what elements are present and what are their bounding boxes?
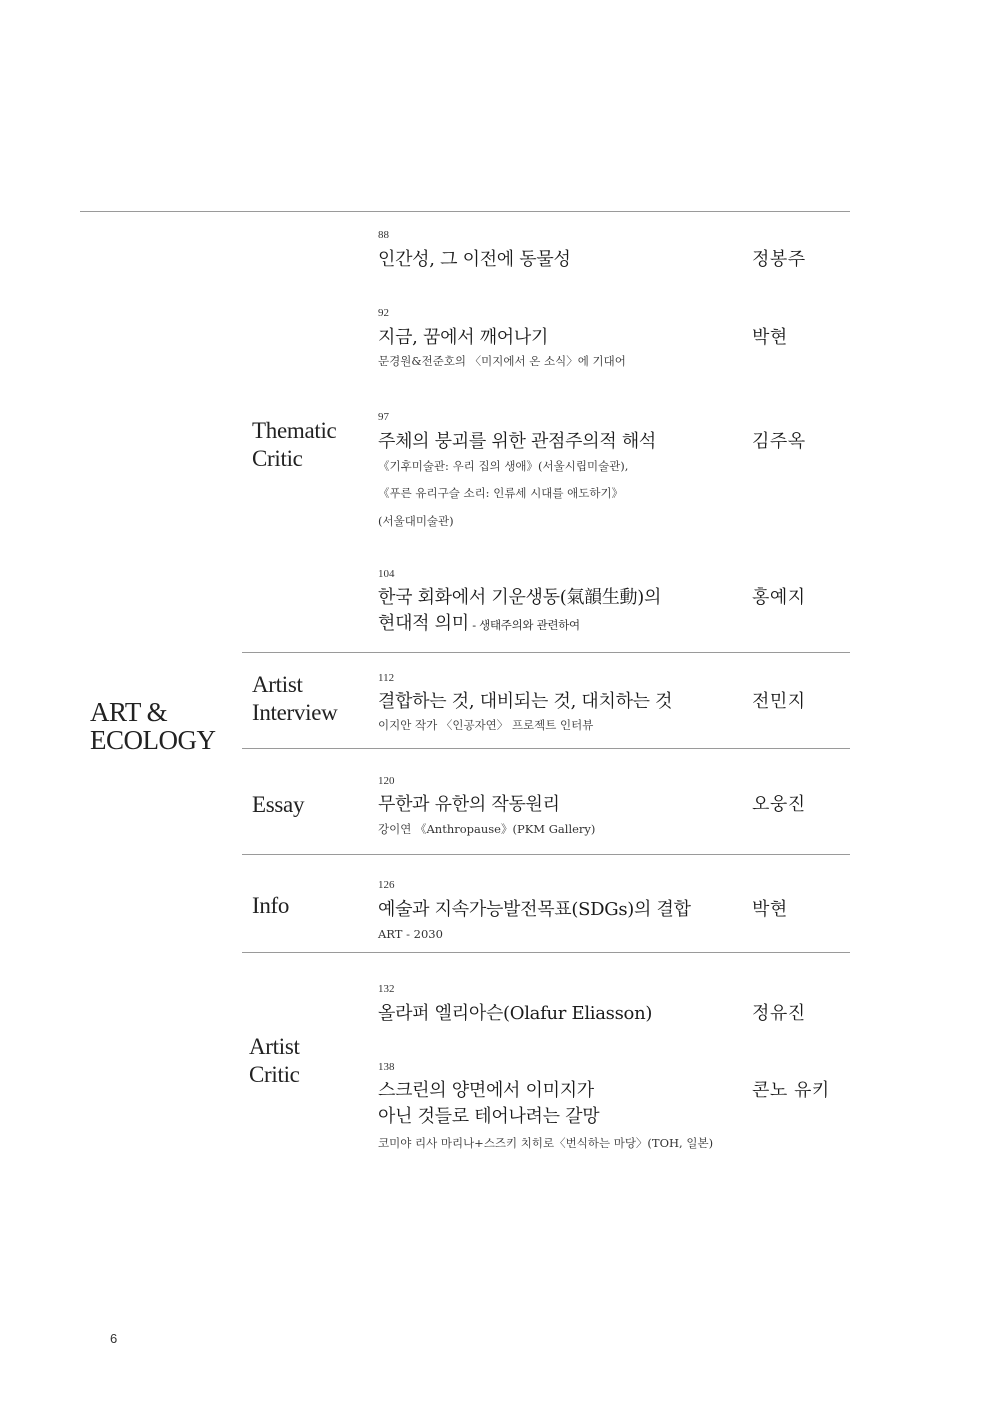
entry-title[interactable]: 인간성, 그 이전에 동물성 — [378, 249, 571, 270]
category-label-line1: Thematic — [252, 418, 337, 443]
entry-author: 오웅진 — [752, 794, 806, 815]
entry-title[interactable]: 주체의 붕괴를 위한 관점주의적 해석 — [378, 431, 657, 452]
category-label-line2: Interview — [252, 700, 338, 725]
section-title — [90, 698, 216, 754]
category-label-line1: Artist — [252, 672, 303, 697]
entry-subtitle: 《푸른 유리구슬 소리: 인류세 시대를 애도하기》 — [378, 486, 624, 500]
category-label-line1: Info — [252, 893, 290, 918]
entry-author: 정봉주 — [752, 249, 806, 270]
entry-title[interactable]: 예술과 지속가능발전목표(SDGs)의 결합 — [378, 899, 691, 920]
category-essay — [252, 791, 304, 819]
entry-page-number: 132 — [378, 983, 395, 995]
entry-subtitle: 《기후미술관: 우리 집의 생애》(서울시립미술관), — [378, 459, 629, 473]
entry-author: 박현 — [752, 899, 788, 920]
entry-subtitle: 이지안 작가 〈인공자연〉 프로젝트 인터뷰 — [378, 718, 594, 732]
entry-title[interactable]: 결합하는 것, 대비되는 것, 대치하는 것 — [378, 691, 673, 712]
category-thematic-critic — [252, 417, 336, 473]
category-artist-interview — [252, 671, 337, 727]
entry-title-line2[interactable] — [378, 611, 580, 638]
divider-interview — [242, 652, 850, 653]
category-label-line2: Critic — [249, 1062, 300, 1087]
category-info — [252, 892, 289, 920]
entry-title-line2[interactable]: 아닌 것들로 테어나려는 갈망 — [378, 1106, 600, 1127]
entry-title[interactable]: 지금, 꿈에서 깨어나기 — [378, 327, 549, 348]
entry-author: 홍예지 — [752, 587, 806, 608]
entry-title-suffix: - 생태주의와 관련하여 — [468, 618, 580, 632]
divider-artist-critic — [242, 952, 850, 953]
entry-subtitle: 코미야 리사 마리나+스즈키 치히로〈번식하는 마당〉(TOH, 일본) — [378, 1136, 714, 1150]
entry-title[interactable]: 무한과 유한의 작동원리 — [378, 794, 560, 815]
top-rule — [80, 211, 850, 212]
entry-subtitle: 강이연 《Anthropause》(PKM Gallery) — [378, 822, 596, 836]
section-title-line1: ART & — [90, 697, 168, 727]
entry-title[interactable]: 스크린의 양면에서 이미지가 — [378, 1080, 594, 1101]
entry-subtitle: (서울대미술관) — [378, 514, 454, 528]
category-artist-critic — [249, 1033, 300, 1089]
section-title-line2: ECOLOGY — [90, 725, 216, 755]
entry-author: 박현 — [752, 327, 788, 348]
entry-page-number: 126 — [378, 879, 395, 891]
entry-author: 김주옥 — [752, 431, 806, 452]
entry-page-number: 92 — [378, 307, 389, 319]
entry-title-main: 현대적 의미 — [378, 613, 469, 634]
entry-page-number: 112 — [378, 672, 395, 684]
entry-page-number: 88 — [378, 229, 389, 241]
divider-info — [242, 854, 850, 855]
divider-essay — [242, 748, 850, 749]
entry-page-number: 97 — [378, 411, 389, 423]
entry-title[interactable]: 올라퍼 엘리아슨(Olafur Eliasson) — [378, 1003, 653, 1024]
entry-author: 콘노 유키 — [752, 1080, 830, 1101]
category-label-line1: Essay — [252, 792, 305, 817]
entry-title[interactable]: 한국 회화에서 기운생동(氣韻生動)의 — [378, 587, 662, 608]
entry-page-number: 120 — [378, 775, 395, 787]
entry-subtitle: ART - 2030 — [378, 927, 443, 941]
category-label-line1: Artist — [249, 1034, 300, 1059]
entry-author: 정유진 — [752, 1003, 806, 1024]
page-number: 6 — [110, 1331, 118, 1346]
entry-page-number: 104 — [378, 568, 395, 580]
entry-author: 전민지 — [752, 691, 806, 712]
entry-page-number: 138 — [378, 1061, 395, 1073]
category-label-line2: Critic — [252, 446, 303, 471]
entry-subtitle: 문경원&전준호의 〈미지에서 온 소식〉에 기대어 — [378, 354, 626, 368]
